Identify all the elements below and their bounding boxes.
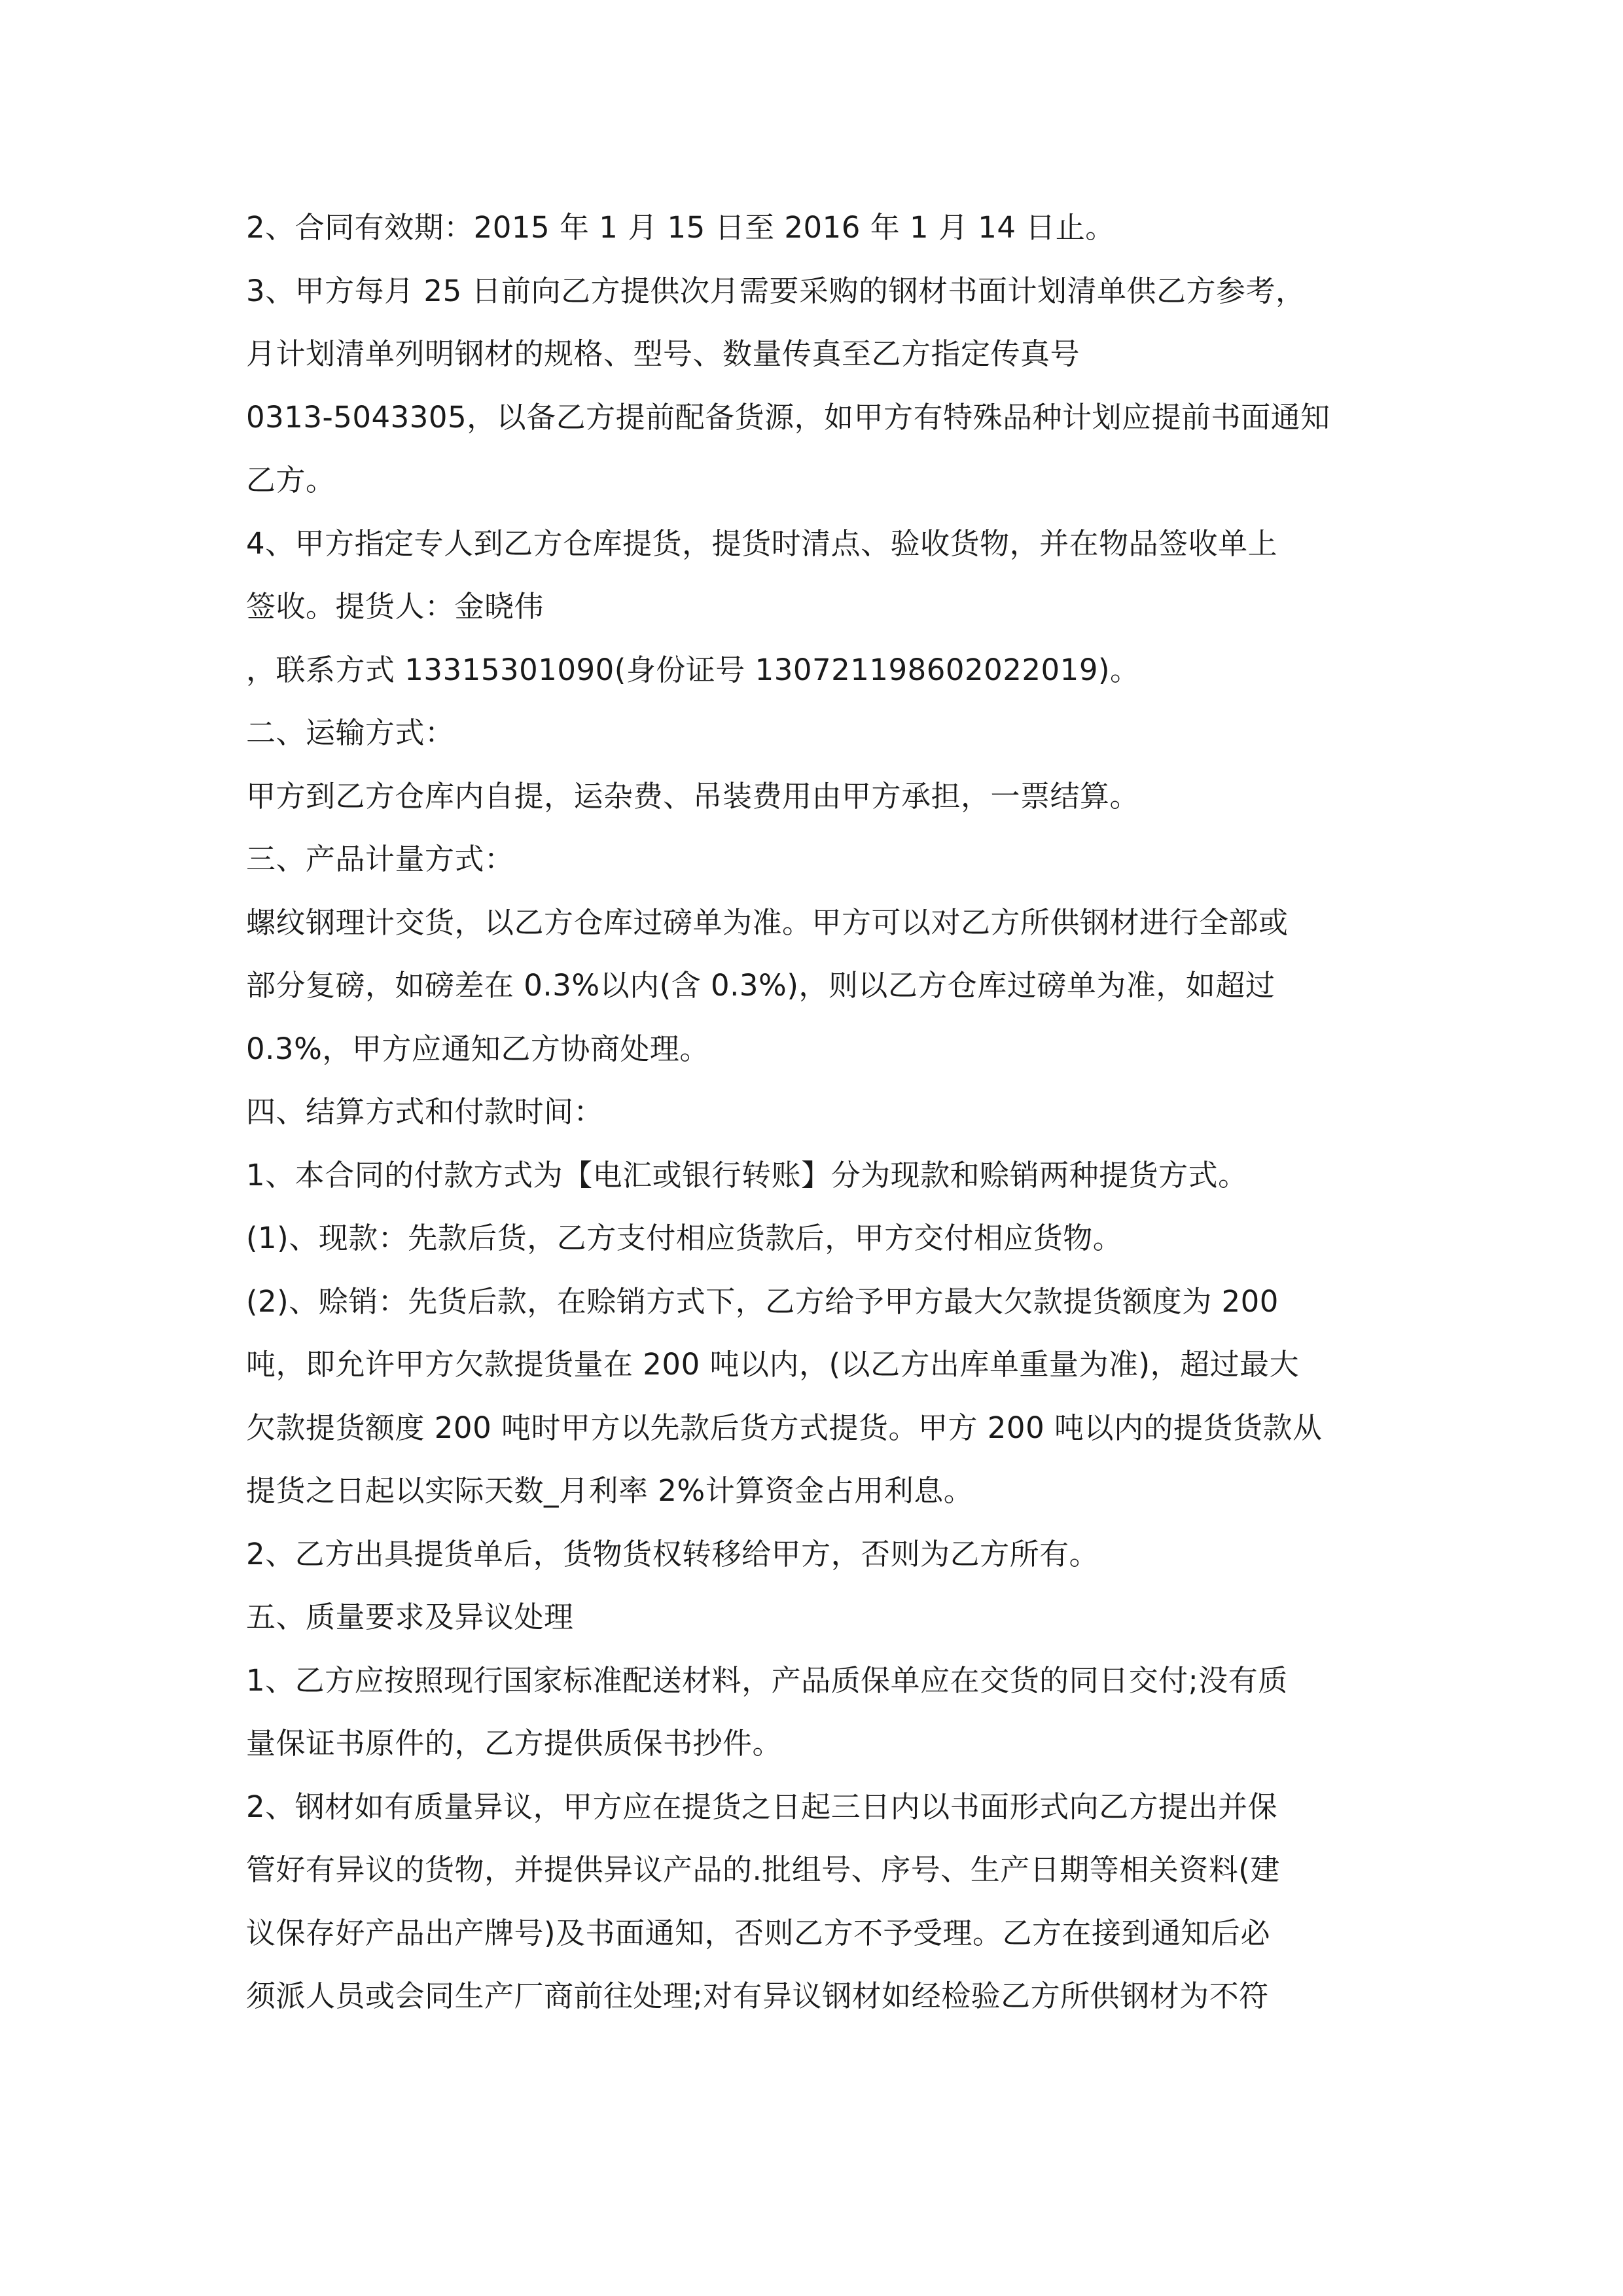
clause-3-line-1: 3、甲方每月 25 日前向乙方提供次月需要采购的钢材书面计划清单供乙方参考，	[246, 273, 1306, 308]
section-5-clause-2-line-1: 2、钢材如有质量异议，甲方应在提货之日起三日内以书面形式向乙方提出并保	[246, 1789, 1278, 1824]
section-5-clause-2-line-3: 议保存好产品出产牌号)及书面通知，否则乙方不予受理。乙方在接到通知后必	[246, 1915, 1271, 1950]
clause-3-line-2: 月计划清单列明钢材的规格、型号、数量传真至乙方指定传真号	[246, 336, 1080, 371]
clause-4-line-1: 4、甲方指定专人到乙方仓库提货，提货时清点、验收货物，并在物品签收单上	[246, 526, 1278, 561]
section-2-heading: 二、运输方式：	[246, 715, 455, 750]
clause-3-line-4: 乙方。	[246, 463, 336, 497]
section-5-clause-1-line-1: 1、乙方应按照现行国家标准配送材料，产品质保单应在交货的同日交付;没有质	[246, 1662, 1288, 1698]
section-4-credit-line-2: 吨，即允许甲方欠款提货量在 200 吨以内，(以乙方出库单重量为准)，超过最大	[246, 1347, 1300, 1382]
section-5-clause-1-line-2: 量保证书原件的，乙方提供质保书抄件。	[246, 1726, 783, 1761]
section-4-credit-line-4: 提货之日起以实际天数_月利率 2%计算资金占用利息。	[246, 1473, 974, 1508]
clause-3-line-3: 0313-5043305，以备乙方提前配备货源，如甲方有特殊品种计划应提前书面通知	[246, 399, 1330, 435]
section-4-credit-line-3: 欠款提货额度 200 吨时甲方以先款后货方式提货。甲方 200 吨以内的提货货款从	[246, 1410, 1323, 1445]
section-3-heading: 三、产品计量方式：	[246, 842, 514, 876]
document-body	[246, 196, 1385, 2028]
section-4-credit-line-1: (2)、赊销：先货后款，在赊销方式下，乙方给予甲方最大欠款提货额度为 200	[246, 1283, 1279, 1319]
clause-4-line-3: ，联系方式 13315301090(身份证号 130721198602022019)。	[246, 652, 1140, 687]
section-5-clause-2-line-4: 须派人员或会同生产厂商前往处理;对有异议钢材如经检验乙方所供钢材为不符	[246, 1979, 1269, 2013]
section-5-heading: 五、质量要求及异议处理	[246, 1600, 574, 1634]
section-3-line-1: 螺纹钢理计交货，以乙方仓库过磅单为准。甲方可以对乙方所供钢材进行全部或	[246, 905, 1289, 940]
section-4-heading: 四、结算方式和付款时间：	[246, 1094, 604, 1129]
section-5-clause-2-line-2: 管好有异议的货物，并提供异议产品的.批组号、序号、生产日期等相关资料(建	[246, 1852, 1280, 1887]
section-4-clause-2: 2、乙方出具提货单后，货物货权转移给甲方，否则为乙方所有。	[246, 1536, 1099, 1571]
clause-2-validity: 2、合同有效期：2015 年 1 月 15 日至 2016 年 1 月 14 日止。	[246, 210, 1115, 245]
section-4-cash: (1)、现款：先款后货，乙方支付相应货款后，甲方交付相应货物。	[246, 1221, 1123, 1255]
section-3-line-3: 0.3%，甲方应通知乙方协商处理。	[246, 1031, 709, 1066]
section-4-clause-1: 1、本合同的付款方式为【电汇或银行转账】分为现款和赊销两种提货方式。	[246, 1157, 1248, 1193]
clause-4-line-2: 签收。提货人：金晓伟	[246, 589, 544, 624]
section-2-body: 甲方到乙方仓库内自提，运杂费、吊装费用由甲方承担，一票结算。	[246, 778, 1140, 814]
section-3-line-2: 部分复磅，如磅差在 0.3%以内(含 0.3%)，则以乙方仓库过磅单为准，如超过	[246, 968, 1275, 1003]
